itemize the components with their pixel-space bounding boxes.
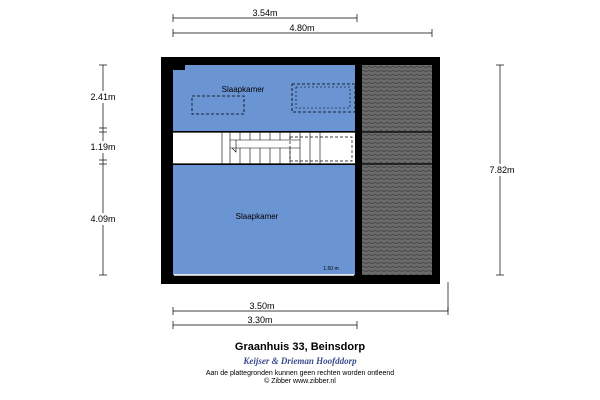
room-upper-label: Slaapkamer	[221, 85, 265, 94]
height-note: 1.50 m	[323, 266, 339, 272]
dimension-bottom-lower-label: 3.30m	[247, 315, 273, 325]
roof-tiles-bottom	[362, 164, 432, 275]
credit-text: © Zibber www.zibber.nl	[264, 378, 336, 385]
dimension-bottom-upper	[173, 282, 448, 315]
room-upper-bedroom	[173, 65, 355, 131]
dimension-bottom-upper-label: 3.50m	[249, 301, 275, 311]
dimension-right-label: 7.82m	[489, 165, 515, 175]
room-lower-label: Slaapkamer	[235, 212, 279, 221]
roof-tiles-top	[362, 65, 432, 132]
dimension-left-top-label: 2.41m	[90, 92, 116, 102]
disclaimer-text: Aan de plattegronden kunnen geen rechten worden ontleend	[205, 370, 395, 377]
agency-name: Keijser & Drieman Hoofddorp	[243, 356, 357, 366]
dimension-left-mid-label: 1.19m	[90, 142, 116, 152]
roof-tiles-mid	[362, 132, 432, 164]
address-title: Graanhuis 33, Beinsdorp	[234, 341, 366, 353]
dimension-top-inner-label: 3.54m	[252, 8, 278, 18]
dimension-top-outer-label: 4.80m	[289, 23, 315, 33]
dimension-left-bottom-label: 4.09m	[90, 214, 116, 224]
